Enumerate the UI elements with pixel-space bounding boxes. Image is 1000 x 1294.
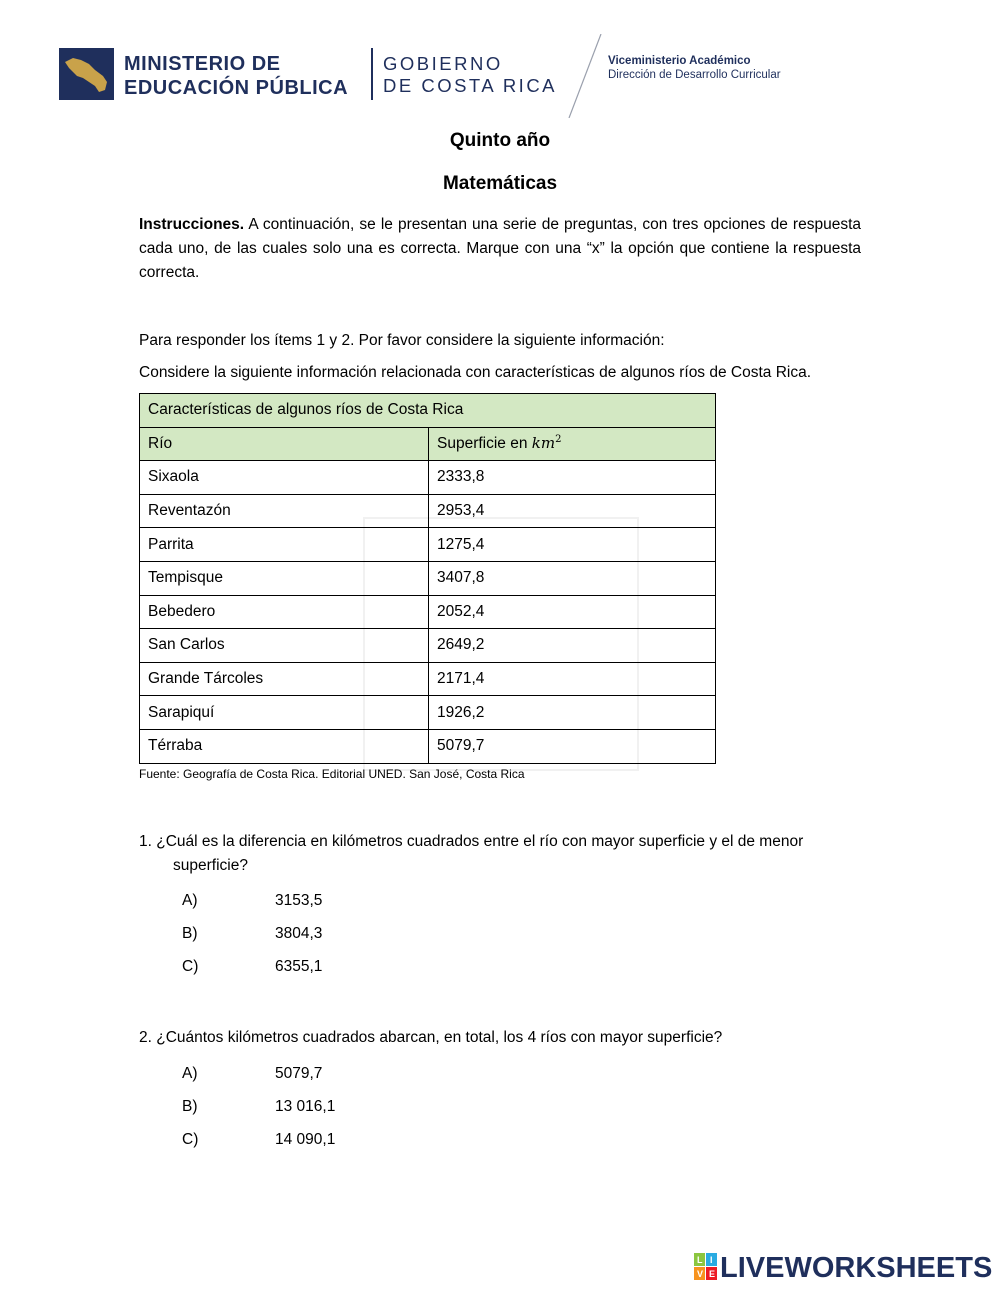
intro-items: Para responder los ítems 1 y 2. Por favor considere la siguiente información: [139,332,665,349]
option-label: C) [182,958,199,975]
table-source: Fuente: Geografía de Costa Rica. Editorial UNED. San José, Costa Rica [139,767,525,781]
header-divider [371,48,373,100]
ministry-name: MINISTERIO DE EDUCACIÓN PÚBLICA [124,53,349,99]
table-row [140,696,716,730]
table-row [140,595,716,629]
mep-logo [59,48,114,100]
river-name: Reventazón [140,494,429,528]
option-label: C) [182,1131,199,1148]
option-value: 3804,3 [275,925,323,942]
svg-text:L: L [697,1255,703,1265]
river-name: Sixaola [140,461,429,495]
instructions-label: Instrucciones. [139,216,245,233]
question-1 [139,830,869,878]
river-name: Grande Tárcoles [140,662,429,696]
grade-title: Quinto año [449,130,551,151]
river-surface: 2649,2 [429,629,716,663]
table-caption-row [140,394,716,428]
liveworksheets-badge-icon [694,1253,718,1281]
river-surface: 1926,2 [429,696,716,730]
q2-option-b[interactable] [182,1098,482,1118]
table-header-row [140,427,716,461]
rivers-table [139,393,716,764]
river-surface: 2333,8 [429,461,716,495]
river-name: Parrita [140,528,429,562]
column-header-rio: Río [140,427,429,461]
river-surface: 2953,4 [429,494,716,528]
river-name: Bebedero [140,595,429,629]
vice-title: Viceministerio Académico [608,55,751,67]
q2-option-a[interactable] [182,1065,482,1085]
option-label: A) [182,892,198,909]
river-surface: 3407,8 [429,561,716,595]
vice-ministry [608,54,781,82]
river-surface: 5079,7 [429,729,716,763]
table-row [140,461,716,495]
table-row [140,561,716,595]
liveworksheets-brand: LIVEWORKSHEETS [720,1252,993,1284]
table-row [140,528,716,562]
q1-option-a[interactable] [182,892,482,912]
river-name: San Carlos [140,629,429,663]
vice-subtitle: Dirección de Desarrollo Curricular [608,69,781,81]
subject-title: Matemáticas [442,173,558,194]
river-name: Tempisque [140,561,429,595]
table-row [140,629,716,663]
river-surface: 2052,4 [429,595,716,629]
government-name: GOBIERNO DE COSTA RICA [383,53,558,96]
table-row [140,494,716,528]
svg-text:I: I [710,1255,713,1265]
column-header-superficie: Superficie en $km^2$ [429,427,716,461]
q2-option-c[interactable] [182,1131,482,1151]
option-value: 6355,1 [275,958,323,975]
option-value: 14 090,1 [275,1131,336,1148]
river-name: Térraba [140,729,429,763]
option-value: 13 016,1 [275,1098,336,1115]
table-caption: Características de algunos ríos de Costa Rica [140,394,716,428]
question-2-line1: 2. ¿Cuántos kilómetros cuadrados abarcan, en total, los 4 ríos con mayor superficie? [139,1029,723,1046]
intro-table: Considere la siguiente información relacionada con características de algunos ríos de Costa Rica. [139,364,812,381]
river-surface: 2171,4 [429,662,716,696]
svg-text:E: E [709,1269,716,1279]
svg-text:V: V [697,1269,704,1279]
option-value: 3153,5 [275,892,323,909]
instructions-text: A continuación, se le presentan una serie de preguntas, con tres opciones de respuesta cada uno, de las cuales solo una es correcta. Marque con una “x” la opción que contiene la respuesta correcta. [139,216,861,281]
question-1-line1: 1. ¿Cuál es la diferencia en kilómetros cuadrados entre el río con mayor superficie y el de menor [139,833,804,850]
instructions [139,213,861,285]
table-row [140,662,716,696]
question-1-line2: superficie? [173,857,248,874]
q1-option-b[interactable] [182,925,482,945]
river-name: Sarapiquí [140,696,429,730]
q1-option-c[interactable] [182,958,482,978]
question-2 [139,1026,869,1050]
option-label: A) [182,1065,198,1082]
costa-rica-map-icon [59,48,114,100]
river-surface: 1275,4 [429,528,716,562]
option-label: B) [182,1098,198,1115]
header-slash [565,34,605,118]
option-value: 5079,7 [275,1065,323,1082]
table-row [140,729,716,763]
option-label: B) [182,925,198,942]
